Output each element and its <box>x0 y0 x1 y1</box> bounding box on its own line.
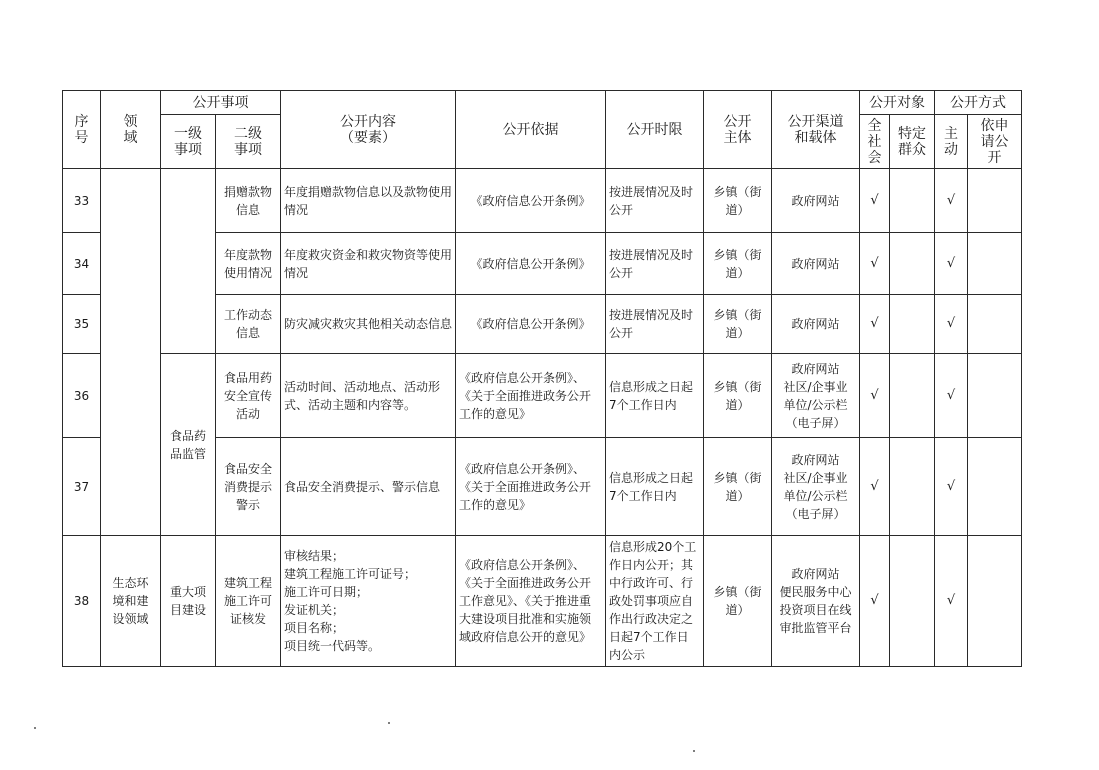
row-channel: 政府网站 <box>772 169 860 233</box>
row-channel: 政府网站 <box>772 295 860 354</box>
row-channel: 政府网站 社区/企事业 单位/公示栏 （电子屏） <box>772 354 860 438</box>
domain-cell-empty <box>101 169 161 536</box>
row-active: √ <box>935 169 968 233</box>
row-level2: 食品用药 安全宣传 活动 <box>216 354 281 438</box>
row-domain: 生态环 境和建 设领域 <box>101 536 161 667</box>
row-basis: 《政府信息公开条例》 <box>456 169 606 233</box>
row-basis: 《政府信息公开条例》、《关于全面推进政务公开工作意见》、《关于推进重大建设项目批准和实施领域政府信息公开的意见》 <box>456 536 606 667</box>
row-content: 防灾减灾救灾其他相关动态信息 <box>281 295 456 354</box>
row-time: 按进展情况及时公开 <box>606 295 704 354</box>
header-apply: 依申 请公 开 <box>968 115 1022 169</box>
row-basis: 《政府信息公开条例》 <box>456 233 606 295</box>
row-channel: 政府网站 <box>772 233 860 295</box>
row-society: √ <box>860 536 890 667</box>
row-society: √ <box>860 233 890 295</box>
row-level2: 捐赠款物 信息 <box>216 169 281 233</box>
row-subject: 乡镇（街道） <box>704 169 772 233</box>
row-society: √ <box>860 169 890 233</box>
row-seq: 34 <box>63 233 101 295</box>
row-seq: 37 <box>63 438 101 536</box>
row-apply <box>968 536 1022 667</box>
scan-speck <box>34 727 36 729</box>
disclosure-table <box>62 90 1022 667</box>
header-level2: 二级 事项 <box>216 115 281 169</box>
header-society: 全 社 会 <box>860 115 890 169</box>
row-basis: 《政府信息公开条例》、《关于全面推进政务公开工作的意见》 <box>456 438 606 536</box>
row-level2: 年度款物 使用情况 <box>216 233 281 295</box>
row-apply <box>968 354 1022 438</box>
row-time: 信息形成之日起7个工作日内 <box>606 438 704 536</box>
row-channel: 政府网站 便民服务中心 投资项目在线 审批监管平台 <box>772 536 860 667</box>
row-active: √ <box>935 233 968 295</box>
row-content: 年度捐赠款物信息以及款物使用情况 <box>281 169 456 233</box>
row-seq: 36 <box>63 354 101 438</box>
row-subject: 乡镇（街道） <box>704 536 772 667</box>
scan-speck <box>388 722 390 724</box>
row-specific <box>890 169 935 233</box>
row-apply <box>968 295 1022 354</box>
row-active: √ <box>935 536 968 667</box>
table-row <box>63 169 1022 233</box>
row-level1: 重大项 目建设 <box>161 536 216 667</box>
row-time: 按进展情况及时公开 <box>606 233 704 295</box>
row-time: 按进展情况及时公开 <box>606 169 704 233</box>
row-apply <box>968 233 1022 295</box>
header-level1: 一级 事项 <box>161 115 216 169</box>
row-apply <box>968 169 1022 233</box>
level1-cell-empty <box>161 169 216 354</box>
row-apply <box>968 438 1022 536</box>
row-time: 信息形成20个工作日内公开；其中行政许可、行政处罚事项应自作出行政决定之日起7个工作日内公示 <box>606 536 704 667</box>
header-method: 公开方式 <box>935 91 1022 115</box>
header-basis: 公开依据 <box>456 91 606 169</box>
row-level2: 工作动态 信息 <box>216 295 281 354</box>
header-matters: 公开事项 <box>161 91 281 115</box>
row-active: √ <box>935 438 968 536</box>
header-seq: 序 号 <box>63 91 101 169</box>
header-time: 公开时限 <box>606 91 704 169</box>
row-society: √ <box>860 295 890 354</box>
row-content: 活动时间、活动地点、活动形式、活动主题和内容等。 <box>281 354 456 438</box>
row-level1: 食品药 品监管 <box>161 354 216 536</box>
row-society: √ <box>860 438 890 536</box>
row-active: √ <box>935 354 968 438</box>
row-content: 年度救灾资金和救灾物资等使用情况 <box>281 233 456 295</box>
row-level2: 食品安全 消费提示 警示 <box>216 438 281 536</box>
row-specific <box>890 354 935 438</box>
row-specific <box>890 233 935 295</box>
row-subject: 乡镇（街道） <box>704 233 772 295</box>
row-basis: 《政府信息公开条例》 <box>456 295 606 354</box>
header-specific: 特定 群众 <box>890 115 935 169</box>
header-domain: 领 域 <box>101 91 161 169</box>
header-target: 公开对象 <box>860 91 935 115</box>
row-seq: 38 <box>63 536 101 667</box>
row-subject: 乡镇（街道） <box>704 295 772 354</box>
table-row <box>63 536 1022 667</box>
header-content: 公开内容 （要素） <box>281 91 456 169</box>
row-active: √ <box>935 295 968 354</box>
row-specific <box>890 536 935 667</box>
row-channel: 政府网站 社区/企事业 单位/公示栏 （电子屏） <box>772 438 860 536</box>
row-subject: 乡镇（街道） <box>704 438 772 536</box>
row-seq: 35 <box>63 295 101 354</box>
row-level2: 建筑工程 施工许可 证核发 <box>216 536 281 667</box>
scan-speck <box>693 750 695 752</box>
row-specific <box>890 295 935 354</box>
header-channel: 公开渠道 和载体 <box>772 91 860 169</box>
row-seq: 33 <box>63 169 101 233</box>
header-subject: 公开 主体 <box>704 91 772 169</box>
row-content: 审核结果； 建筑工程施工许可证号； 施工许可日期； 发证机关； 项目名称； 项目统一代码等。 <box>281 536 456 667</box>
row-basis: 《政府信息公开条例》、《关于全面推进政务公开工作的意见》 <box>456 354 606 438</box>
row-content: 食品安全消费提示、警示信息 <box>281 438 456 536</box>
row-time: 信息形成之日起7个工作日内 <box>606 354 704 438</box>
table-row <box>63 354 1022 438</box>
row-subject: 乡镇（街道） <box>704 354 772 438</box>
row-society: √ <box>860 354 890 438</box>
header-active: 主 动 <box>935 115 968 169</box>
row-specific <box>890 438 935 536</box>
